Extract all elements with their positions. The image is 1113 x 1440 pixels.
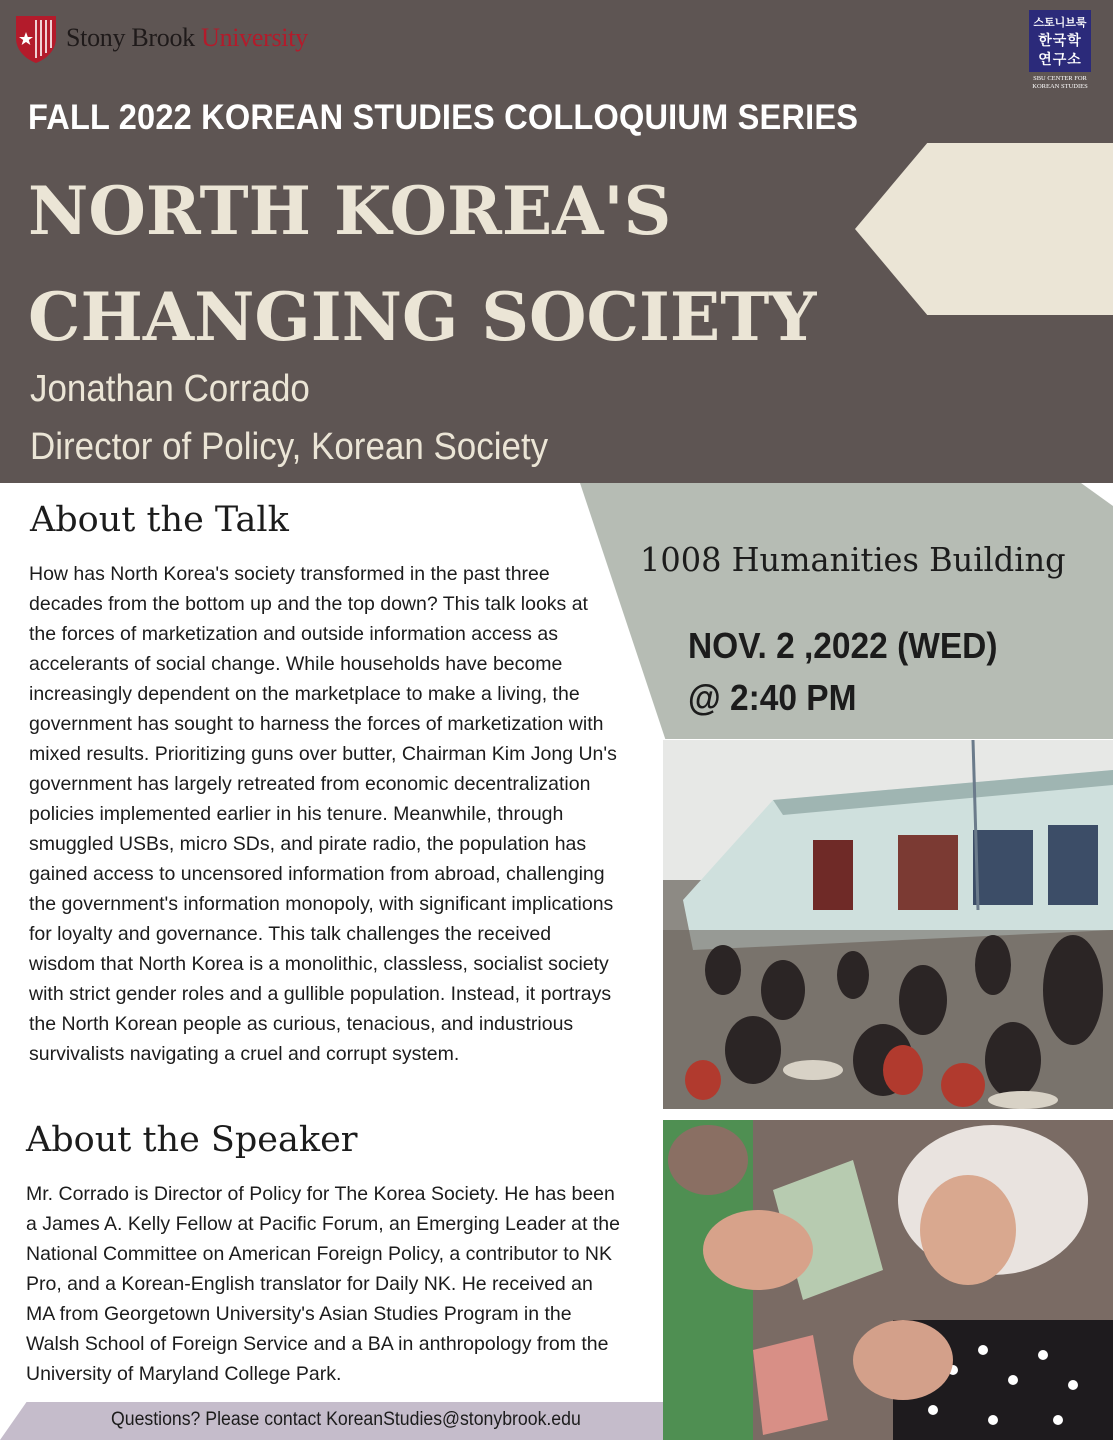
event-title [28,158,816,370]
speaker-name: Jonathan Corrado [30,368,310,410]
speaker-info [30,360,548,476]
center-logo-caption [1027,75,1093,91]
university-wordmark [66,23,308,53]
university-word: University [201,23,308,52]
contact-text[interactable]: Questions? Please contact KoreanStudies@stonybrook.edu [111,1409,581,1430]
event-datetime [688,620,998,724]
university-name: Stony Brook [66,23,195,52]
title-line-1: NORTH KOREA'S [28,172,672,250]
series-title: FALL 2022 KOREAN STUDIES COLLOQUIUM SERIES [28,98,859,137]
event-time: @ 2:40 PM [688,677,857,718]
center-logo-emblem [1029,10,1091,72]
about-speaker-heading: About the Speaker [26,1120,358,1160]
center-caption-line: KOREAN STUDIES [1032,83,1088,90]
university-logo[interactable] [14,12,308,64]
market-photo [663,740,1113,1109]
center-logo-line: 연구소 [1038,51,1082,68]
center-logo-line: 한국학 [1038,32,1082,49]
korean-studies-center-logo[interactable] [1027,10,1093,91]
about-speaker-body: Mr. Corrado is Director of Policy for The Korea Society. He has been a James A. Kelly Fellow at Pacific Forum, an Emerging Leader at the National Committee on American Foreign Policy, a contributor to NK Pro, and a Korean-English translator for Daily NK. He received an MA from Georgetown University's Asian Studies Program in the Walsh School of Foreign Service and a BA in anthropology from the University of Maryland College Park. [26,1183,620,1385]
shield-icon [14,12,58,64]
about-talk-heading: About the Talk [30,500,289,540]
event-venue: 1008 Humanities Building [640,540,1066,579]
speaker-role: Director of Policy, Korean Society [30,426,549,468]
center-caption-line: SBU CENTER FOR [1033,75,1087,82]
title-line-2: CHANGING SOCIETY [28,278,817,356]
center-logo-line: 스토니브룩 [1033,15,1087,29]
about-talk-body: How has North Korea's society transformed in the past three decades from the bottom up and the top down? This talk looks at the forces of marketization and outside information access as accelerants of social change. While households have become increasingly dependent on the marketplace to make a living, the government has sought to harness the forces of marketization with mixed results. Prioritizing guns over butter, Chairman Kim Jong Un's government has largely retreated from economic decentralization policies implemented earlier in his tenure. Meanwhile, through smuggled USBs, micro SDs, and pirate radio, the population has gained access to uncensored information from abroad, challenging the government's information monopoly, with significant implications for loyalty and governance. This talk challenges the received wisdom that North Korea is a monolithic, classless, socialist society with strict gender roles and a gullible population. Instead, it portrays the North Korean people as curious, tenacious, and industrious survivalists navigating a cruel and corrupt system. [29,563,617,1065]
money-photo [663,1120,1113,1440]
event-date: NOV. 2 ,2022 (WED) [688,625,998,666]
